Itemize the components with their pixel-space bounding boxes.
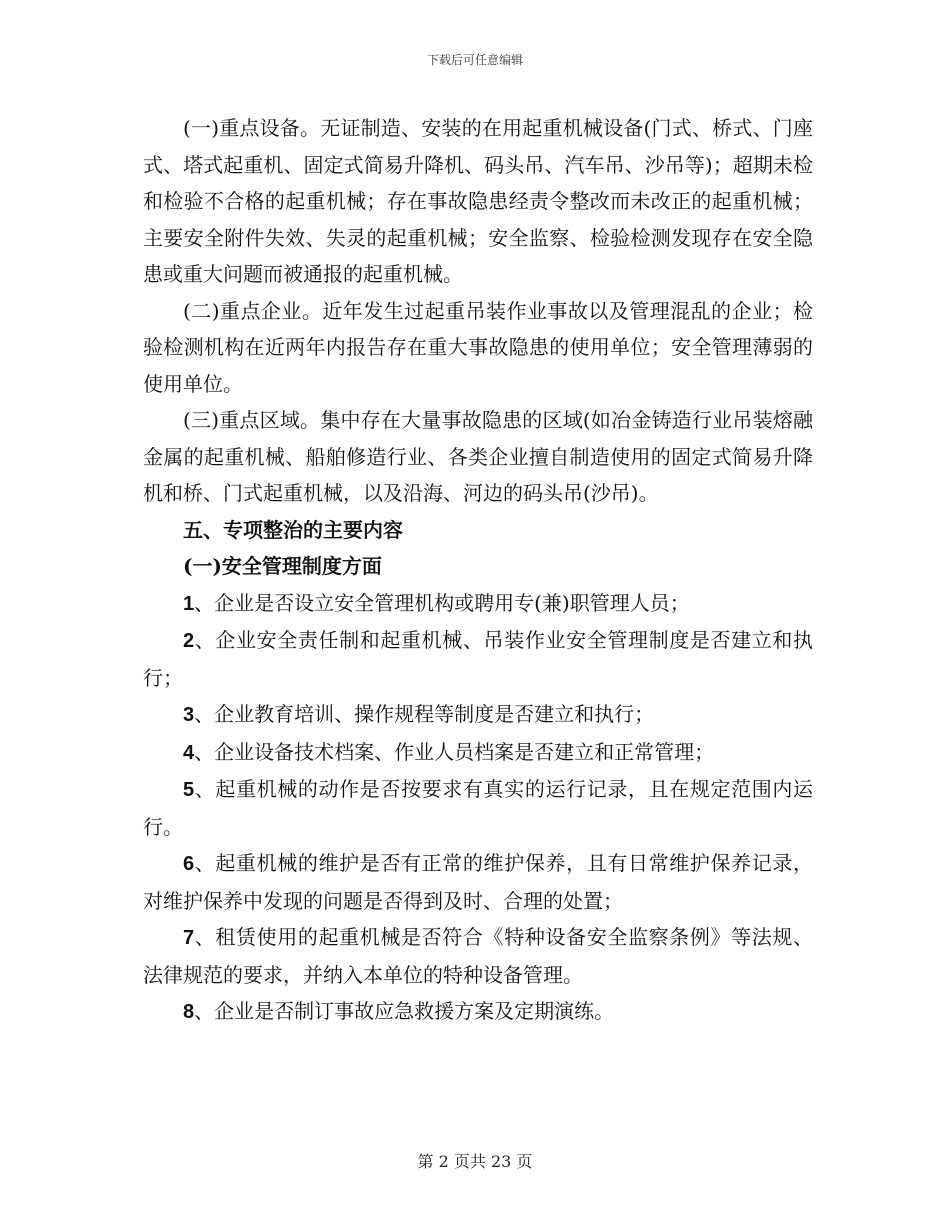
list-item-text: 、企业是否制订事故应急救援方案及定期演练。 [194, 999, 615, 1023]
list-item [143, 696, 813, 734]
list-item [143, 845, 813, 919]
list-item-text: 、企业教育培训、操作规程等制度是否建立和执行； [194, 702, 655, 726]
list-item-text: 、企业设备技术档案、作业人员档案是否建立和正常管理； [194, 739, 715, 764]
list-item [143, 622, 813, 696]
page-footer: 第 2 页共 23 页 [417, 1152, 533, 1171]
list-item-number: 2 [183, 630, 195, 652]
list-item [143, 585, 813, 623]
list-item-text: 、租赁使用的起重机械是否符合《特种设备安全监察条例》等法规、法律规范的要求，并纳入本单位的特种设备管理。 [143, 925, 813, 987]
list-item-number: 8 [183, 1001, 195, 1023]
list-item-text: 、企业安全责任制和起重机械、吊装作业安全管理制度是否建立和执行； [143, 628, 813, 690]
list-item-number: 3 [183, 704, 195, 726]
paragraph-key-equipment: (一)重点设备。无证制造、安装的在用起重机械设备(门式、桥式、门座式、塔式起重机、固定式简易升降机、码头吊、汽车吊、沙吊等)；超期未检和检验不合格的起重机械；存在事故隐患经责令整改而未改正的起重机械；主要安全附件失效、失灵的起重机械；安全监察、检验检测发现存在安全隐患或重大问题而被通报的起重机械。 [143, 116, 813, 286]
list-item-text: 、企业是否设立安全管理机构或聘用专(兼)职管理人员； [194, 590, 690, 615]
section-heading-main-content: 五、专项整治的主要内容 [183, 517, 403, 542]
list-item [143, 771, 813, 845]
paragraph-key-enterprises: (二)重点企业。近年发生过起重吊装作业事故以及管理混乱的企业；检验检测机构在近两年内报告存在重大事故隐患的使用单位；安全管理薄弱的使用单位。 [143, 298, 813, 396]
list-item-text: 、起重机械的维护是否有正常的维护保养，且有日常维护保养记录，对维护保养中发现的问题是否得到及时、合理的处置； [143, 851, 813, 913]
list-item [143, 919, 813, 993]
paragraph-key-regions: (三)重点区域。集中存在大量事故隐患的区域(如冶金铸造行业吊装熔融金属的起重机械、船舶修造行业、各类企业擅自制造使用的固定式简易升降机和桥、门式起重机械，以及沿海、河边的码头吊(沙吊)。 [143, 408, 813, 505]
list-item [143, 993, 813, 1031]
list-item-number: 1 [183, 592, 195, 615]
document-body [143, 110, 813, 1031]
list-item-number: 4 [183, 741, 195, 764]
page-header: 下载后可任意编辑 [426, 53, 523, 67]
list-item [143, 734, 813, 772]
list-item-number: 6 [183, 853, 195, 875]
list-item-text: 、起重机械的动作是否按要求有真实的运行记录，且在规定范围内运行。 [143, 777, 813, 839]
list-item-number: 5 [183, 779, 195, 801]
list-item-number: 7 [183, 927, 195, 949]
subsection-heading-safety-management: (一)安全管理制度方面 [183, 554, 382, 578]
